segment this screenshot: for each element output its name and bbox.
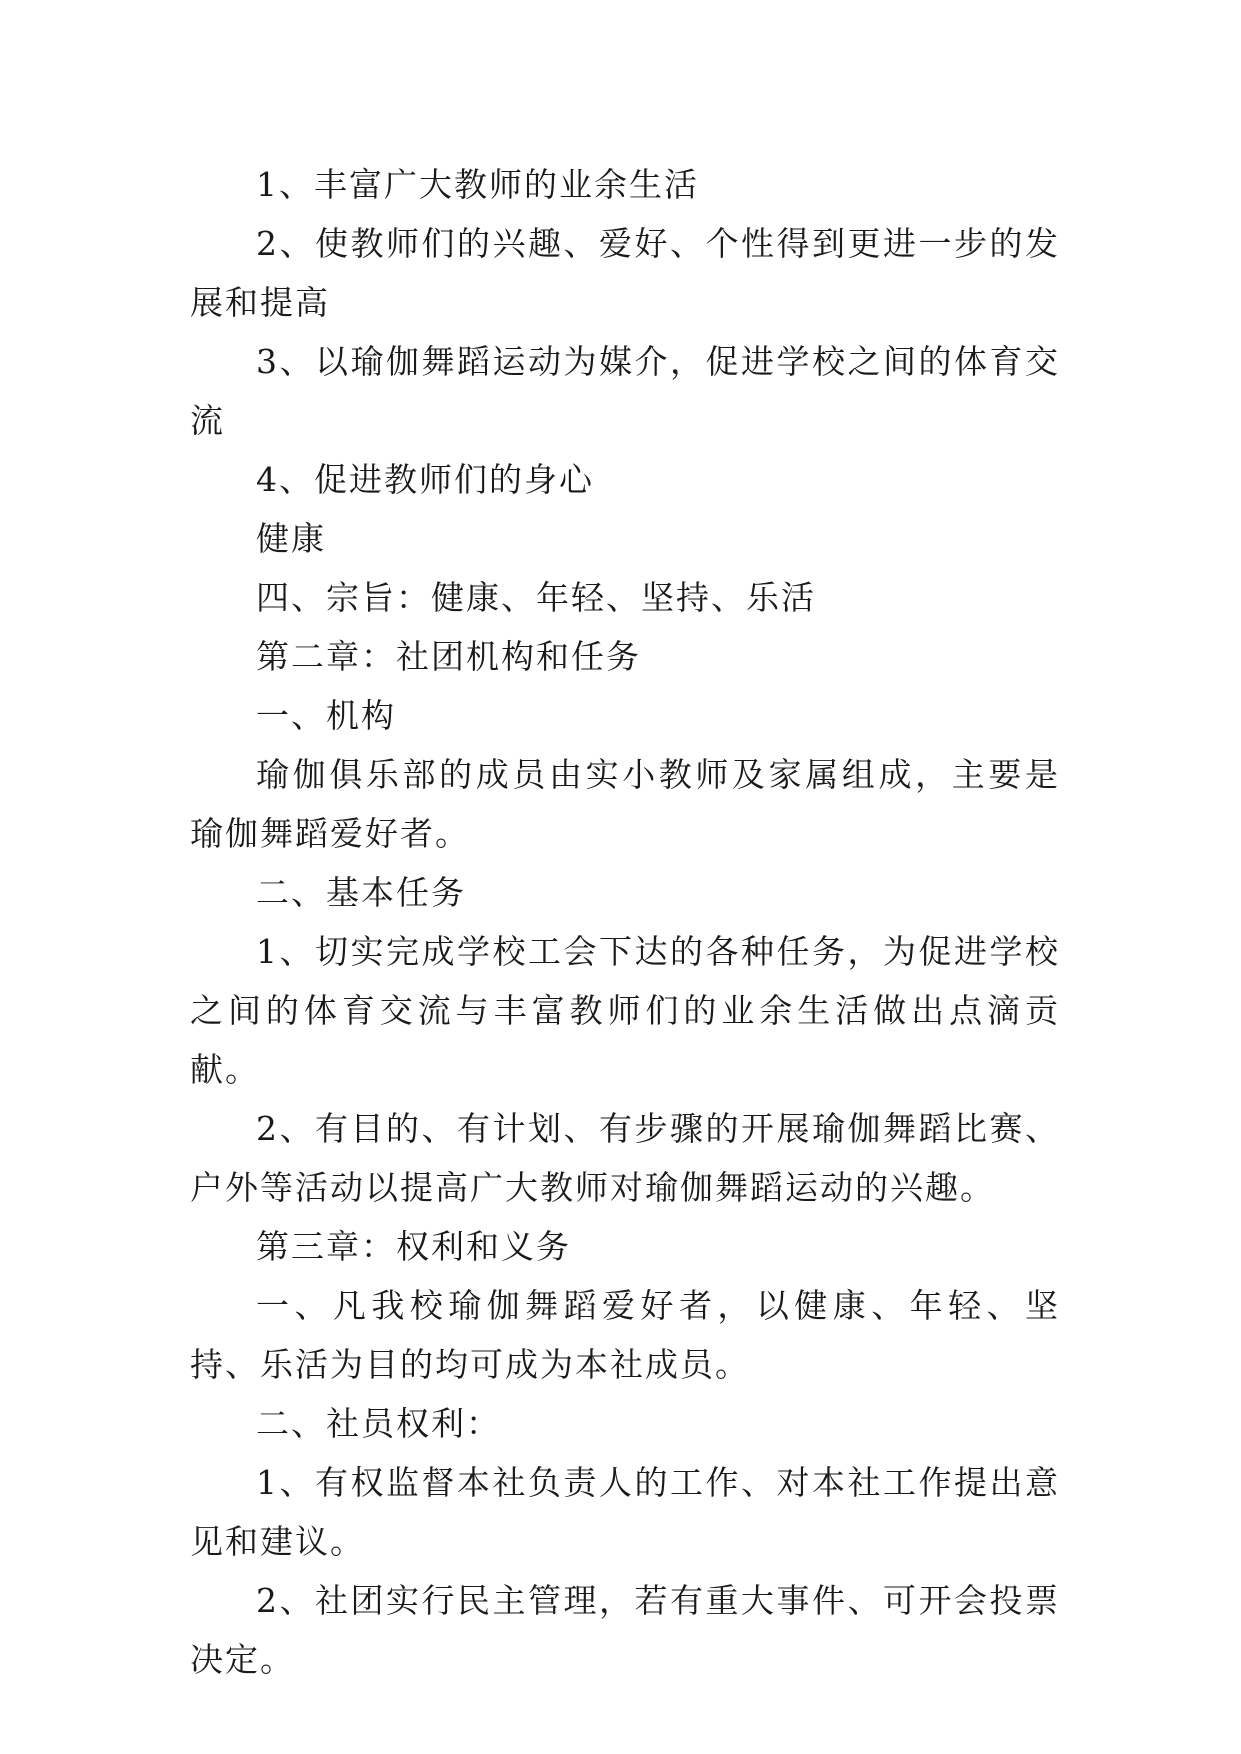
- document-body: [190, 155, 1060, 1689]
- paragraph-membership: 一、凡我校瑜伽舞蹈爱好者，以健康、年轻、坚持、乐活为目的均可成为本社成员。: [190, 1286, 1060, 1384]
- paragraph-goal-1: 1、丰富广大教师的业余生活: [256, 165, 699, 204]
- paragraph-organization: 瑜伽俱乐部的成员由实小教师及家属组成，主要是瑜伽舞蹈爱好者。: [190, 755, 1060, 853]
- chapter-3-heading: 第三章：权利和义务: [256, 1227, 571, 1266]
- section-member-rights-heading: 二、社员权利：: [256, 1404, 501, 1443]
- section-basic-tasks-heading: 二、基本任务: [256, 873, 466, 912]
- paragraph-purpose: 四、宗旨：健康、年轻、坚持、乐活: [256, 578, 816, 617]
- paragraph-task-2: 2、有目的、有计划、有步骤的开展瑜伽舞蹈比赛、户外等活动以提高广大教师对瑜伽舞蹈运动的兴趣。: [190, 1109, 1060, 1207]
- section-organization-heading: 一、机构: [256, 696, 396, 735]
- paragraph-task-1: 1、切实完成学校工会下达的各种任务，为促进学校之间的体育交流与丰富教师们的业余生活做出点滴贡献。: [190, 932, 1060, 1089]
- paragraph-right-2: 2、社团实行民主管理，若有重大事件、可开会投票决定。: [190, 1581, 1060, 1679]
- paragraph-goal-3: 3、以瑜伽舞蹈运动为媒介，促进学校之间的体育交流: [190, 342, 1060, 440]
- paragraph-goal-4: 4、促进教师们的身心: [256, 460, 594, 499]
- paragraph-right-1: 1、有权监督本社负责人的工作、对本社工作提出意见和建议。: [190, 1463, 1060, 1561]
- paragraph-goal-4-continued: 健康: [256, 519, 326, 558]
- paragraph-goal-2: 2、使教师们的兴趣、爱好、个性得到更进一步的发展和提高: [190, 224, 1060, 322]
- chapter-2-heading: 第二章：社团机构和任务: [256, 637, 641, 676]
